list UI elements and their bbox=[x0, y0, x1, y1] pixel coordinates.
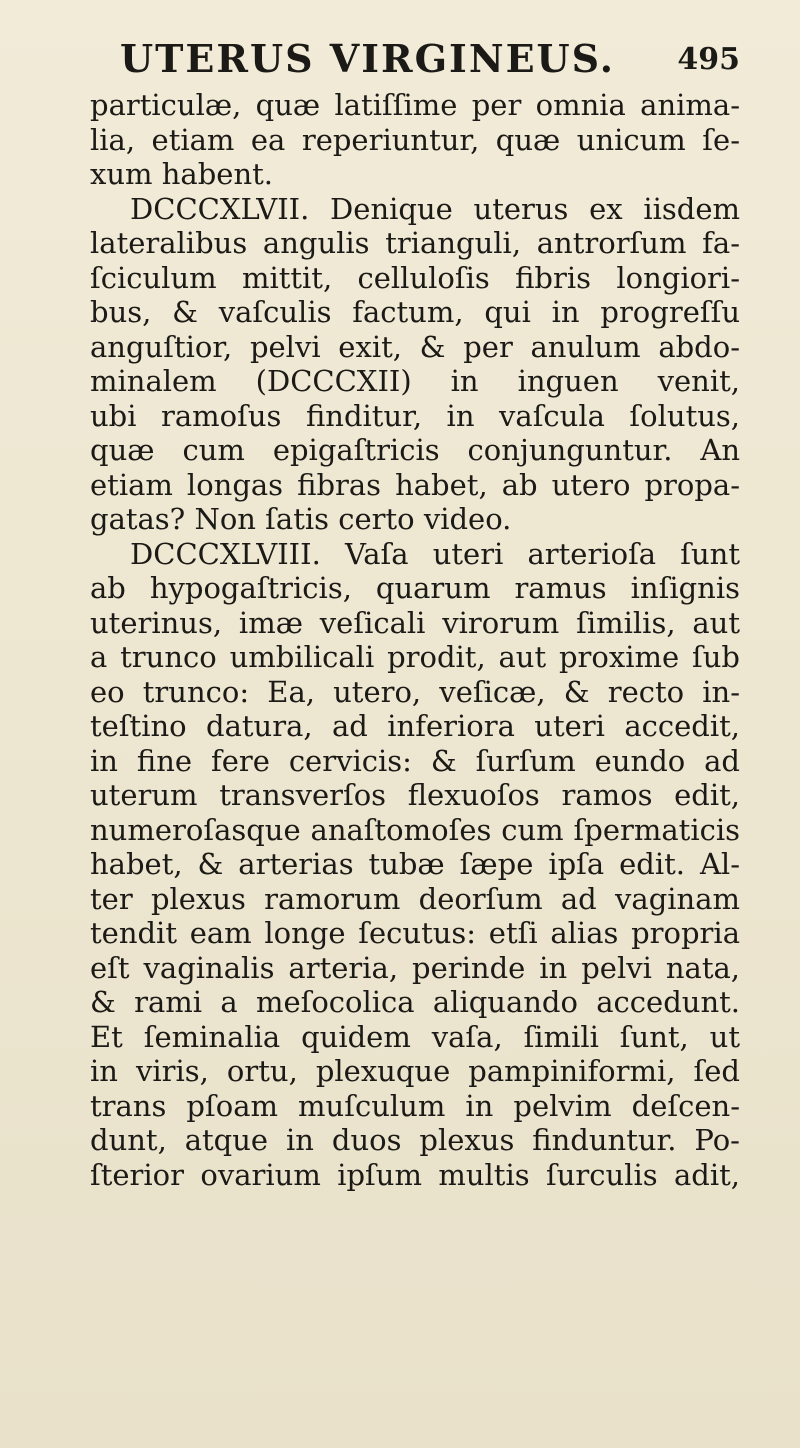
text-line: teſtino datura, ad inferiora uteri accedit, bbox=[90, 709, 740, 743]
text-line: particulæ, quæ latiſſime per omnia anima- bbox=[90, 88, 740, 122]
text-line: lateralibus angulis trianguli, antrorſum fa- bbox=[90, 226, 740, 260]
text-line: Et ſeminalia quidem vaſa, ſimili ſunt, ut bbox=[90, 1019, 740, 1054]
text-line: anguſtior, pelvi exit, & per anulum abdo- bbox=[90, 329, 740, 364]
text-line: etiam longas fibras habet, ab utero propa- bbox=[90, 467, 740, 502]
text-line: ter plexus ramorum deorſum ad vaginam bbox=[90, 881, 740, 916]
text-line: bus, & vaſculis factum, qui in progreſſu bbox=[90, 295, 740, 329]
text-line: uterum transverſos flexuoſos ramos edit, bbox=[90, 778, 740, 812]
text-line: quæ cum epigaſtricis conjunguntur. An bbox=[90, 433, 740, 467]
page-number: 495 bbox=[677, 42, 740, 77]
text-line: ubi ramoſus finditur, in vaſcula ſolutus, bbox=[90, 398, 740, 433]
text-line: numeroſasque anaſtomoſes cum ſpermaticis bbox=[90, 812, 740, 847]
text-line: tendit eam longe ſecutus: etſi alias propria bbox=[90, 916, 740, 950]
text-line: xum habent. bbox=[90, 157, 273, 191]
text-line: & rami a meſocolica aliquando accedunt. bbox=[90, 985, 740, 1019]
paragraph-start-line: DCCCXLVIII. Vaſa uteri arterioſa ſunt bbox=[130, 536, 740, 571]
text-line: eo trunco: Ea, utero, veſicæ, & recto in- bbox=[90, 674, 740, 709]
text-line: a trunco umbilicali prodit, aut proxime ſub bbox=[90, 640, 740, 674]
running-title: UTERUS VIRGINEUS. bbox=[120, 36, 615, 81]
body-text bbox=[90, 88, 740, 1192]
text-line: trans pſoam muſculum in pelvim deſcen- bbox=[90, 1088, 740, 1123]
text-line: dunt, atque in duos plexus finduntur. Po- bbox=[90, 1123, 740, 1157]
text-line: ſciculum mittit, celluloſis fibris longiori- bbox=[90, 260, 740, 295]
text-line: in fine fere cervicis: & ſurſum eundo ad bbox=[90, 743, 740, 778]
paragraph-start-line: DCCCXLVII. Denique uterus ex iisdem bbox=[130, 191, 740, 226]
text-line: ab hypogaſtricis, quarum ramus inſignis bbox=[90, 571, 740, 605]
text-line: habet, & arterias tubæ ſæpe ipſa edit. Al- bbox=[90, 847, 740, 881]
text-line: uterinus, imæ veſicali virorum ſimilis, aut bbox=[90, 605, 740, 640]
text-line: ſterior ovarium ipſum multis ſurculis adit, bbox=[90, 1157, 740, 1192]
text-line: in viris, ortu, plexuque pampiniformi, ſed bbox=[90, 1054, 740, 1088]
text-line: gatas? Non ſatis certo video. bbox=[90, 502, 512, 536]
text-line: lia, etiam ea reperiuntur, quæ unicum ſe- bbox=[90, 122, 740, 157]
page-header bbox=[100, 36, 740, 86]
text-line: minalem (DCCCXII) in inguen venit, bbox=[90, 364, 740, 398]
text-line: eſt vaginalis arteria, perinde in pelvi nata, bbox=[90, 950, 740, 985]
